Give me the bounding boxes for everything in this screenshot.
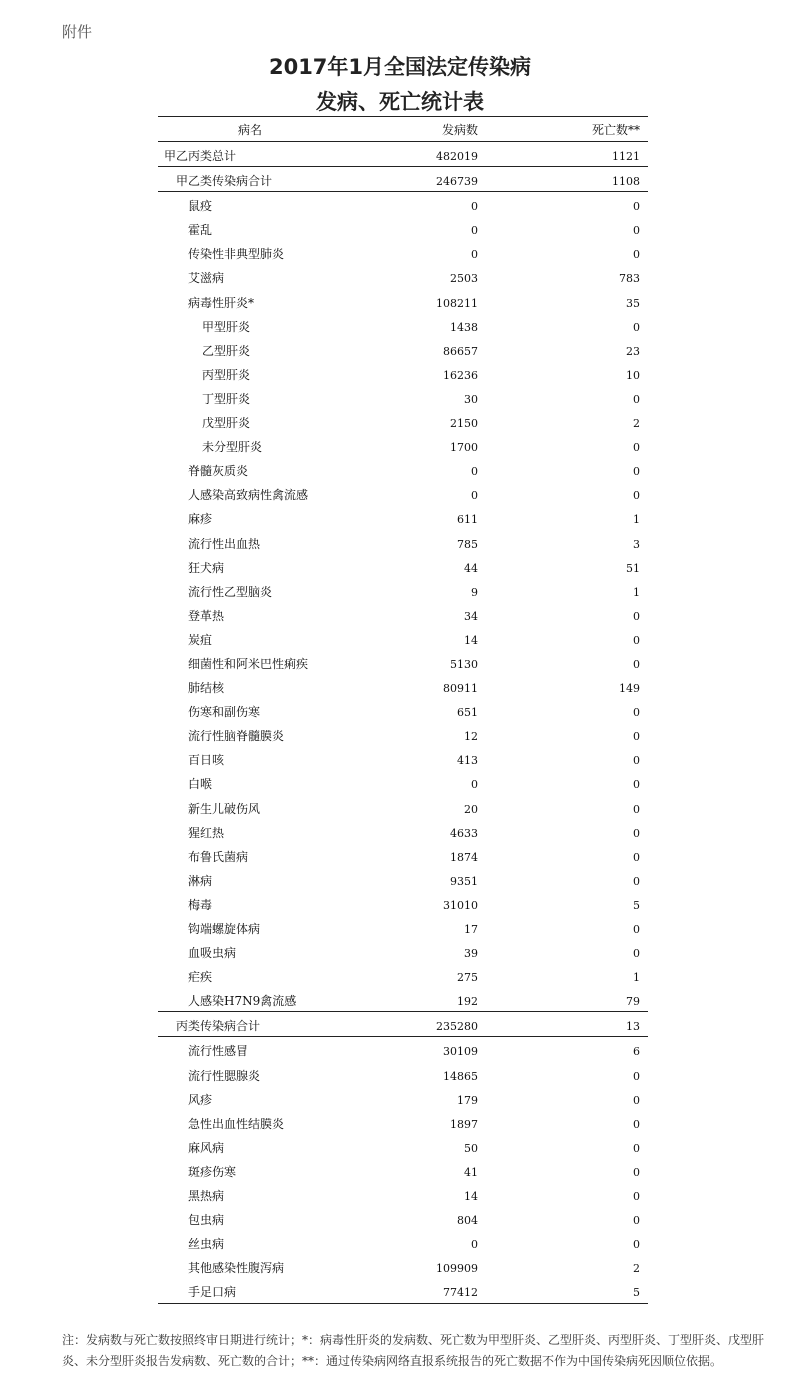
header-deaths: 死亡数** — [591, 123, 640, 137]
disease-name: 丙型肝炎 — [202, 367, 251, 382]
disease-name: 人感染H7N9禽流感 — [188, 994, 297, 1009]
case-count: 17 — [464, 923, 478, 936]
case-count: 20 — [464, 802, 478, 816]
table-row — [158, 433, 648, 457]
header-cases: 发病数 — [441, 123, 478, 137]
disease-name: 猩红热 — [188, 825, 225, 840]
death-count: 0 — [633, 633, 640, 647]
disease-name: 淋病 — [188, 873, 213, 888]
case-count: 0 — [471, 248, 478, 262]
case-count: 14 — [464, 633, 478, 647]
case-count: 804 — [457, 1214, 478, 1228]
statistics-table — [158, 116, 648, 1304]
page-title-line-1: 2017年1月全国法定传染病 — [268, 55, 532, 79]
disease-name: 细菌性和阿米巴性痢疾 — [188, 656, 309, 671]
death-count: 1 — [633, 513, 640, 527]
table-row — [158, 843, 648, 867]
death-count: 1121 — [612, 150, 640, 163]
disease-name: 乙型肝炎 — [202, 343, 251, 358]
death-count: 0 — [633, 1165, 640, 1179]
table-row — [158, 698, 648, 722]
table-row — [158, 746, 648, 770]
case-count: 611 — [457, 513, 478, 527]
case-count: 413 — [457, 754, 478, 768]
case-count: 0 — [471, 224, 478, 238]
death-count: 0 — [633, 248, 640, 262]
case-count: 9351 — [450, 874, 478, 888]
disease-name: 钩端螺旋体病 — [188, 922, 261, 936]
disease-name: 麻疹 — [188, 512, 213, 527]
case-count: 785 — [457, 537, 478, 551]
case-count: 192 — [457, 995, 478, 1009]
case-count: 275 — [457, 971, 478, 985]
disease-name: 传染性非典型肺炎 — [188, 247, 285, 262]
disease-name: 霍乱 — [188, 223, 213, 238]
table-row — [158, 264, 648, 288]
case-count: 31010 — [443, 898, 478, 912]
disease-name: 肺结核 — [188, 681, 225, 696]
death-count: 5 — [633, 1286, 640, 1300]
header-disease-name: 病名 — [238, 123, 263, 137]
table-row — [158, 626, 648, 650]
disease-name: 黑热病 — [188, 1189, 225, 1204]
death-count: 0 — [633, 200, 640, 214]
disease-name: 流行性感冒 — [188, 1044, 249, 1059]
table-row — [158, 1037, 648, 1061]
case-count: 12 — [464, 730, 478, 744]
table-row — [158, 867, 648, 891]
case-count: 44 — [464, 561, 478, 575]
death-count: 0 — [633, 730, 640, 744]
table-row — [158, 457, 648, 481]
table-row — [158, 891, 648, 915]
case-count: 0 — [471, 489, 478, 503]
attachment-label: 附件 — [62, 23, 93, 41]
case-count: 235280 — [436, 1020, 478, 1034]
case-count: 1700 — [450, 441, 478, 455]
case-count: 2150 — [450, 417, 478, 431]
table-row — [158, 1134, 648, 1158]
table-row — [158, 1158, 648, 1182]
table-row — [158, 167, 648, 192]
disease-name: 伤寒和副伤寒 — [188, 705, 261, 720]
case-count: 14865 — [443, 1069, 478, 1083]
case-count: 0 — [471, 465, 478, 479]
death-count: 35 — [626, 296, 640, 310]
table-row — [158, 722, 648, 746]
disease-name: 百日咳 — [188, 753, 225, 768]
table-row — [158, 1278, 648, 1303]
table-row — [158, 674, 648, 698]
disease-name: 风疹 — [188, 1092, 213, 1107]
death-count: 1 — [633, 971, 640, 985]
page-title-line-2: 发病、死亡统计表 — [316, 90, 484, 114]
disease-name: 炭疽 — [188, 632, 213, 647]
death-count: 0 — [633, 1069, 640, 1083]
case-count: 2503 — [450, 272, 478, 286]
disease-name: 病毒性肝炎* — [188, 295, 255, 310]
disease-name: 流行性腮腺炎 — [188, 1068, 261, 1083]
table-row — [158, 1206, 648, 1230]
table-row — [158, 578, 648, 602]
death-count: 6 — [633, 1045, 640, 1059]
death-count: 0 — [633, 1093, 640, 1107]
death-count: 783 — [619, 272, 640, 286]
death-count: 0 — [633, 923, 640, 936]
case-count: 80911 — [443, 682, 478, 696]
death-count: 0 — [633, 1214, 640, 1228]
case-count: 0 — [471, 200, 478, 214]
case-count: 1438 — [450, 320, 478, 334]
table-row — [158, 650, 648, 674]
table-row — [158, 505, 648, 529]
table-header-row — [158, 117, 648, 142]
disease-name: 丙类传染病合计 — [176, 1019, 261, 1034]
death-count: 0 — [633, 1141, 640, 1155]
death-count: 0 — [633, 489, 640, 503]
case-count: 30109 — [443, 1045, 478, 1059]
case-count: 34 — [464, 609, 478, 623]
table-row — [158, 240, 648, 264]
death-count: 0 — [633, 392, 640, 406]
table-row — [158, 530, 648, 554]
case-count: 482019 — [436, 150, 478, 163]
death-count: 2 — [633, 1262, 640, 1276]
case-count: 39 — [464, 947, 478, 961]
case-count: 179 — [457, 1093, 478, 1107]
table-row — [158, 216, 648, 240]
death-count: 0 — [633, 657, 640, 671]
disease-name: 甲乙类传染病合计 — [176, 174, 273, 189]
table-row — [158, 337, 648, 361]
case-count: 30 — [464, 392, 478, 406]
death-count: 13 — [626, 1020, 640, 1034]
death-count: 1108 — [612, 175, 640, 189]
table-row — [158, 481, 648, 505]
disease-name: 梅毒 — [188, 897, 213, 912]
disease-name: 登革热 — [188, 608, 225, 623]
table-row — [158, 409, 648, 433]
table-row — [158, 313, 648, 337]
death-count: 5 — [633, 898, 640, 912]
death-count: 0 — [633, 947, 640, 961]
death-count: 1 — [633, 585, 640, 599]
case-count: 246739 — [436, 175, 478, 189]
case-count: 50 — [464, 1141, 478, 1155]
case-count: 0 — [471, 1238, 478, 1252]
death-count: 149 — [619, 682, 640, 696]
disease-name: 艾滋病 — [188, 271, 225, 286]
table-row — [158, 1110, 648, 1134]
table-row — [158, 142, 648, 167]
disease-name: 戊型肝炎 — [202, 416, 251, 431]
disease-name: 流行性出血热 — [188, 536, 261, 551]
case-count: 1874 — [450, 850, 478, 864]
case-count: 14 — [464, 1190, 478, 1204]
disease-name: 麻风病 — [188, 1140, 225, 1155]
death-count: 0 — [633, 826, 640, 840]
death-count: 3 — [633, 537, 640, 551]
table-row — [158, 1182, 648, 1206]
case-count: 41 — [464, 1165, 478, 1179]
disease-name: 包虫病 — [188, 1213, 225, 1228]
death-count: 10 — [626, 368, 640, 382]
death-count: 0 — [633, 1117, 640, 1131]
death-count: 2 — [633, 417, 640, 431]
table-row — [158, 939, 648, 963]
table-row — [158, 963, 648, 987]
table-row — [158, 915, 648, 939]
table-row — [158, 795, 648, 819]
disease-name: 斑疹伤寒 — [188, 1164, 237, 1179]
table-row — [158, 819, 648, 843]
death-count: 79 — [626, 995, 640, 1009]
disease-name: 手足口病 — [188, 1285, 237, 1300]
table-row — [158, 1012, 648, 1037]
disease-name: 鼠疫 — [188, 199, 213, 214]
disease-name: 布鲁氏菌病 — [188, 849, 249, 864]
table-row — [158, 602, 648, 626]
disease-name: 急性出血性结膜炎 — [188, 1116, 285, 1131]
disease-name: 脊髓灰质炎 — [188, 464, 249, 479]
death-count: 0 — [633, 1190, 640, 1204]
disease-name: 丝虫病 — [188, 1237, 225, 1252]
table-row — [158, 554, 648, 578]
death-count: 0 — [633, 465, 640, 479]
death-count: 0 — [633, 706, 640, 720]
case-count: 5130 — [450, 657, 478, 671]
death-count: 0 — [633, 609, 640, 623]
case-count: 86657 — [443, 344, 478, 358]
disease-name: 新生儿破伤风 — [188, 801, 261, 816]
table-row — [158, 1230, 648, 1254]
death-count: 0 — [633, 778, 640, 792]
case-count: 108211 — [436, 296, 478, 310]
death-count: 0 — [633, 320, 640, 334]
table-row — [158, 770, 648, 794]
disease-name: 甲乙丙类总计 — [164, 149, 237, 163]
death-count: 0 — [633, 850, 640, 864]
disease-name: 甲型肝炎 — [202, 319, 251, 334]
death-count: 0 — [633, 441, 640, 455]
death-count: 0 — [633, 754, 640, 768]
death-count: 0 — [633, 874, 640, 888]
case-count: 4633 — [450, 826, 478, 840]
disease-name: 流行性乙型脑炎 — [188, 584, 273, 599]
case-count: 1897 — [450, 1117, 478, 1131]
table-row — [158, 385, 648, 409]
footnote: 注：发病数与死亡数按照终审日期进行统计；*：病毒性肝炎的发病数、死亡数为甲型肝炎、乙型肝炎、丙型肝炎、丁型肝炎、戊型肝炎、未分型肝炎报告发病数、死亡数的合计；**：通过传染病网络直报系统报告的死亡数据不作为中国传染病死因顺位依据。 — [62, 1333, 765, 1368]
table-row — [158, 192, 648, 216]
case-count: 9 — [471, 585, 478, 599]
table-row — [158, 1062, 648, 1086]
disease-name: 人感染高致病性禽流感 — [188, 488, 309, 503]
death-count: 0 — [633, 224, 640, 238]
disease-name: 白喉 — [188, 777, 213, 792]
table-row — [158, 1254, 648, 1278]
table-row — [158, 987, 648, 1012]
disease-name: 血吸虫病 — [188, 946, 237, 961]
disease-name: 丁型肝炎 — [202, 391, 251, 406]
death-count: 0 — [633, 1238, 640, 1252]
death-count: 51 — [626, 561, 640, 575]
disease-name: 流行性脑脊髓膜炎 — [188, 729, 285, 744]
table-row — [158, 361, 648, 385]
case-count: 651 — [457, 706, 478, 720]
death-count: 23 — [626, 344, 640, 358]
disease-name: 狂犬病 — [188, 560, 225, 575]
disease-name: 未分型肝炎 — [202, 440, 263, 455]
case-count: 109909 — [436, 1262, 478, 1276]
table-body — [158, 142, 648, 1304]
case-count: 0 — [471, 778, 478, 792]
case-count: 16236 — [443, 368, 478, 382]
death-count: 0 — [633, 802, 640, 816]
disease-name: 疟疾 — [188, 970, 213, 985]
case-count: 77412 — [443, 1286, 478, 1300]
disease-name: 其他感染性腹泻病 — [188, 1261, 285, 1276]
table-row — [158, 1086, 648, 1110]
table-row — [158, 289, 648, 313]
